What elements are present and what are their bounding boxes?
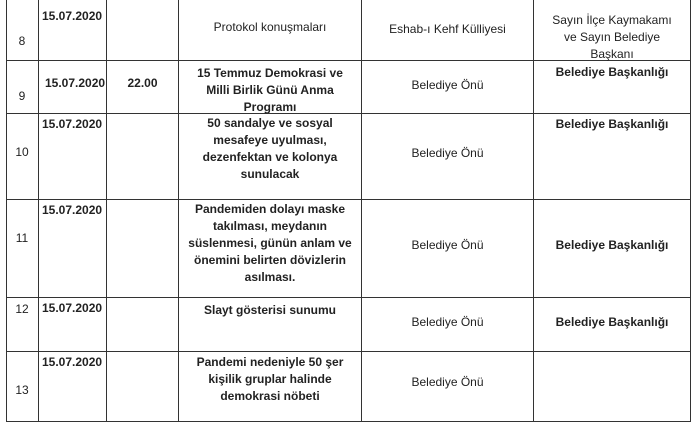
- row-divider: [6, 351, 691, 352]
- column-divider: [361, 0, 362, 422]
- row-activity: Protokol konuşmaları: [213, 20, 327, 34]
- row-place: Belediye Önü: [411, 238, 484, 252]
- column-divider: [6, 0, 7, 422]
- row-responsible: Belediye Başkanlığı: [555, 238, 669, 252]
- row-divider: [6, 297, 691, 298]
- row-activity: 15 Temmuz Demokrasi ve Milli Birlik Günü Anma Programı: [197, 66, 343, 114]
- row-time: 22.00: [127, 76, 158, 90]
- row-place: Belediye Önü: [411, 315, 484, 329]
- row-number: 13: [15, 383, 29, 397]
- row-number: 12: [15, 302, 29, 316]
- row-place: Belediye Önü: [411, 78, 484, 92]
- row-date: 15.07.2020: [42, 301, 103, 315]
- row-responsible: Belediye Başkanlığı: [555, 117, 669, 131]
- row-number: 10: [15, 145, 29, 159]
- column-divider: [106, 0, 107, 422]
- row-responsible: Belediye Başkanlığı: [555, 315, 669, 329]
- row-place: Eshab-ı Kehf Külliyesi: [389, 22, 506, 36]
- row-responsible: Belediye Başkanlığı: [555, 65, 669, 79]
- row-place: Belediye Önü: [411, 375, 484, 389]
- row-activity: Pandemi nedeniyle 50 şer kişilik gruplar halinde demokrasi nöbeti: [196, 355, 344, 403]
- row-date: 15.07.2020: [42, 117, 103, 131]
- row-date: 15.07.2020: [45, 76, 106, 90]
- row-place: Belediye Önü: [411, 146, 484, 160]
- row-date: 15.07.2020: [42, 203, 103, 217]
- row-divider: [6, 421, 691, 422]
- column-divider: [178, 0, 179, 422]
- row-date: 15.07.2020: [42, 9, 103, 23]
- column-divider: [690, 0, 691, 422]
- row-number: 8: [18, 34, 26, 48]
- row-responsible: Sayın İlçe Kaymakamı ve Sayın Belediye Başkanı: [552, 13, 672, 61]
- row-activity: Slayt gösterisi sunumu: [203, 303, 337, 317]
- row-number: 11: [15, 231, 29, 245]
- column-divider: [38, 0, 39, 422]
- row-activity: 50 sandalye ve sosyal mesafeye uyulması, dezenfektan ve kolonya sunulacak: [202, 116, 338, 181]
- row-divider: [6, 199, 691, 200]
- row-activity: Pandemiden dolayı maske takılması, meydanın süslenmesi, günün anlam ve önemini belirten dövizlerin asılması.: [188, 202, 352, 284]
- row-date: 15.07.2020: [42, 355, 103, 369]
- row-number: 9: [18, 89, 26, 103]
